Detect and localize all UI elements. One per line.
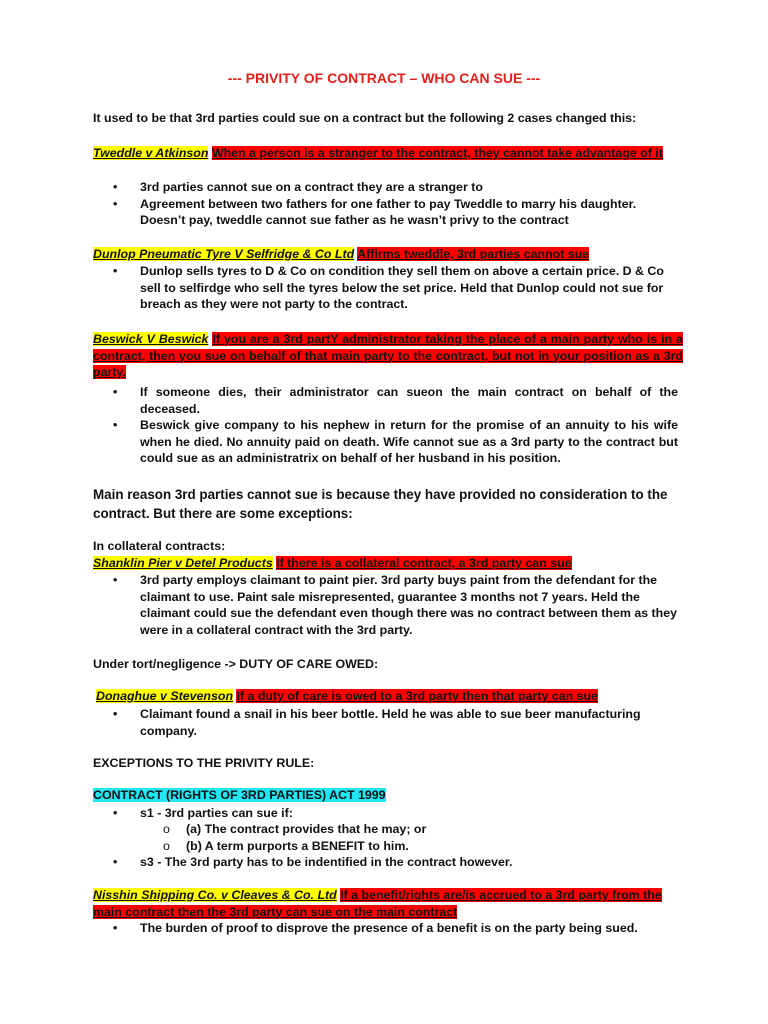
act-title: CONTRACT (RIGHTS OF 3RD PARTIES) ACT 1999	[93, 788, 386, 802]
beswick-bullets	[113, 384, 678, 467]
nisshin-rule: If a benefit/rights are/is accrued to a 3rd party from the main contract then the 3rd party can sue on the main contract	[93, 888, 662, 919]
dunlop-rule: Affirms tweddle, 3rd parties cannot sue	[357, 247, 590, 261]
dunlop-case-name: Dunlop Pneumatic Tyre V Selfridge & Co Ltd	[93, 247, 355, 261]
act-s3-list	[113, 854, 678, 871]
page-title: --- PRIVITY OF CONTRACT – WHO CAN SUE ---	[227, 70, 541, 86]
beswick-case-name: Beswick V Beswick	[93, 332, 209, 346]
shanklin-case-name: Shanklin Pier v Detel Products	[93, 556, 273, 570]
tweddle-case-name: Tweddle v Atkinson	[93, 146, 209, 160]
list-item: • Beswick give company to his nephew in return for the promise of an annuity to his wife when he died. No annuity paid on death. Wife cannot sue as a 3rd party to the contract but could sue as an administratrix on behalf of her husband in his position.	[113, 417, 678, 467]
tweddle-heading	[93, 145, 683, 162]
dunlop-bullets	[113, 263, 678, 313]
act-heading	[93, 787, 683, 804]
donoghue-heading	[96, 688, 686, 705]
tweddle-bullets	[113, 179, 678, 229]
nisshin-bullets	[113, 920, 678, 937]
donoghue-rule: If a duty of care is owed to a 3rd party then that party can sue	[236, 689, 598, 703]
intro-text: It used to be that 3rd parties could sue on a contract but the following 2 cases changed this:	[93, 111, 637, 125]
list-item: • Agreement between two fathers for one father to pay Tweddle to marry his daughter. Doesn’t pay, tweddle cannot sue father as he wasn’t privy to the contract	[113, 196, 678, 229]
donoghue-bullets	[113, 706, 678, 739]
act-sub-list	[163, 821, 426, 854]
shanklin-heading	[93, 555, 683, 572]
list-item: o (b) A term purports a BENEFIT to him.	[163, 838, 426, 855]
list-item: • s3 - The 3rd party has to be indentified in the contract however.	[113, 854, 678, 871]
collateral-heading: In collateral contracts:	[93, 539, 226, 553]
beswick-rule: If you are a 3rd partY administrator taking the place of a main party who is in a contract, then you sue on behalf of that main party to the contract, but not in your position as a 3rd party.	[93, 332, 683, 379]
main-reason-text: Main reason 3rd parties cannot sue is because they have provided no consideration to the contract. But there are some exceptions:	[93, 487, 668, 521]
nisshin-heading	[93, 887, 683, 920]
list-item: • s1 - 3rd parties can sue if:	[113, 805, 678, 822]
shanklin-rule: If there is a collateral contract, a 3rd party can sue	[276, 556, 572, 570]
list-item: • Claimant found a snail in his beer bottle. Held he was able to sue beer manufacturing company.	[113, 706, 678, 739]
list-item: • If someone dies, their administrator can sueon the main contract on behalf of the deceased.	[113, 384, 678, 417]
list-item: • 3rd party employs claimant to paint pier. 3rd party buys paint from the defendant for the claimant to use. Paint sale misrepresented, guarantee 3 months not 7 years. Held the claimant could sue the defendant even though there was no contract between them as they were in a collateral contract with the 3rd party.	[113, 572, 678, 638]
beswick-heading	[93, 331, 683, 381]
donoghue-case-name: Donaghue v Stevenson	[96, 689, 234, 703]
exceptions-heading: EXCEPTIONS TO THE PRIVITY RULE:	[93, 756, 315, 770]
list-item: • Dunlop sells tyres to D & Co on condition they sell them on above a certain price. D & Co sell to selfirdge who sell the tyres below the set price. Held that Dunlop could not sue for breach as they were not party to the contract.	[113, 263, 678, 313]
dunlop-heading	[93, 246, 683, 263]
tort-heading: Under tort/negligence -> DUTY OF CARE OWED:	[93, 657, 379, 671]
tweddle-rule: When a person is a stranger to the contract, they cannot take advantage of it	[211, 146, 663, 160]
list-item: • 3rd parties cannot sue on a contract they are a stranger to	[113, 179, 678, 196]
shanklin-bullets	[113, 572, 678, 638]
list-item: • The burden of proof to disprove the presence of a benefit is on the party being sued.	[113, 920, 678, 937]
list-item: o (a) The contract provides that he may; or	[163, 821, 426, 838]
nisshin-case-name: Nisshin Shipping Co. v Cleaves & Co. Ltd	[93, 888, 337, 902]
act-s1-list	[113, 805, 678, 822]
